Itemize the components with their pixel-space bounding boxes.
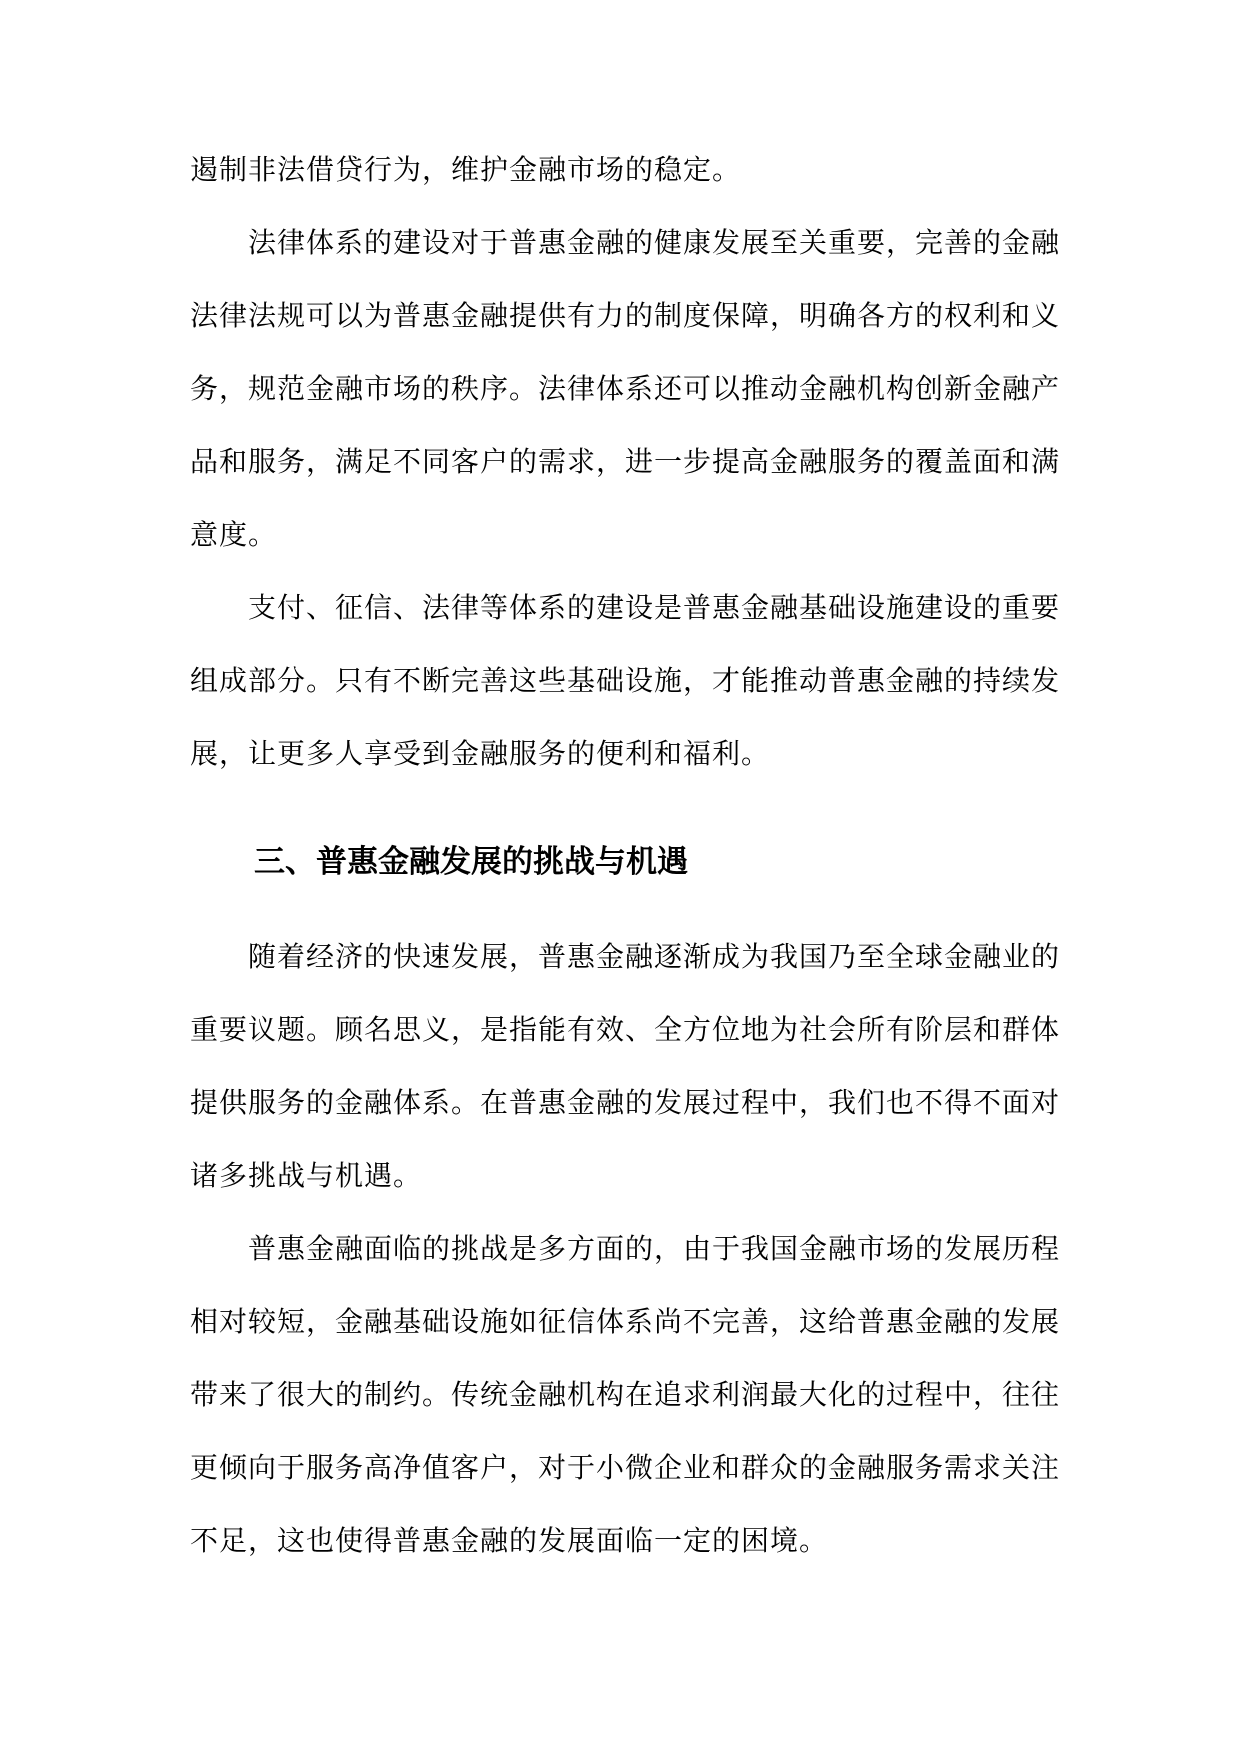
section-heading: 三、普惠金融发展的挑战与机遇	[254, 844, 688, 880]
paragraph-line: 法律法规可以为普惠金融提供有力的制度保障，明确各方的权利和义	[190, 299, 1061, 332]
paragraph-line: 重要议题。顾名思义，是指能有效、全方位地为社会所有阶层和群体	[190, 1013, 1061, 1046]
paragraph-line: 遏制非法借贷行为，维护金融市场的稳定。	[190, 153, 742, 186]
paragraph-line: 法律体系的建设对于普惠金融的健康发展至关重要，完善的金融	[248, 226, 1061, 259]
paragraph-line: 普惠金融面临的挑战是多方面的，由于我国金融市场的发展历程	[248, 1232, 1061, 1265]
paragraph-line: 支付、征信、法律等体系的建设是普惠金融基础设施建设的重要	[248, 591, 1061, 624]
paragraph-line: 随着经济的快速发展，普惠金融逐渐成为我国乃至全球金融业的	[248, 940, 1061, 973]
paragraph-line: 不足，这也使得普惠金融的发展面临一定的困境。	[190, 1524, 829, 1557]
paragraph-line: 诸多挑战与机遇。	[190, 1159, 423, 1192]
paragraph-line: 务，规范金融市场的秩序。法律体系还可以推动金融机构创新金融产	[190, 372, 1061, 405]
paragraph-line: 意度。	[190, 518, 278, 551]
paragraph-line: 组成部分。只有不断完善这些基础设施，才能推动普惠金融的持续发	[190, 664, 1061, 697]
paragraph-line: 带来了很大的制约。传统金融机构在追求利润最大化的过程中，往往	[190, 1378, 1061, 1411]
paragraph-line: 展，让更多人享受到金融服务的便利和福利。	[190, 737, 771, 770]
paragraph-line: 更倾向于服务高净值客户，对于小微企业和群众的金融服务需求关注	[190, 1451, 1061, 1484]
paragraph-line: 提供服务的金融体系。在普惠金融的发展过程中，我们也不得不面对	[190, 1086, 1061, 1119]
paragraph-line: 相对较短，金融基础设施如征信体系尚不完善，这给普惠金融的发展	[190, 1305, 1061, 1338]
paragraph-line: 品和服务，满足不同客户的需求，进一步提高金融服务的覆盖面和满	[190, 445, 1061, 478]
